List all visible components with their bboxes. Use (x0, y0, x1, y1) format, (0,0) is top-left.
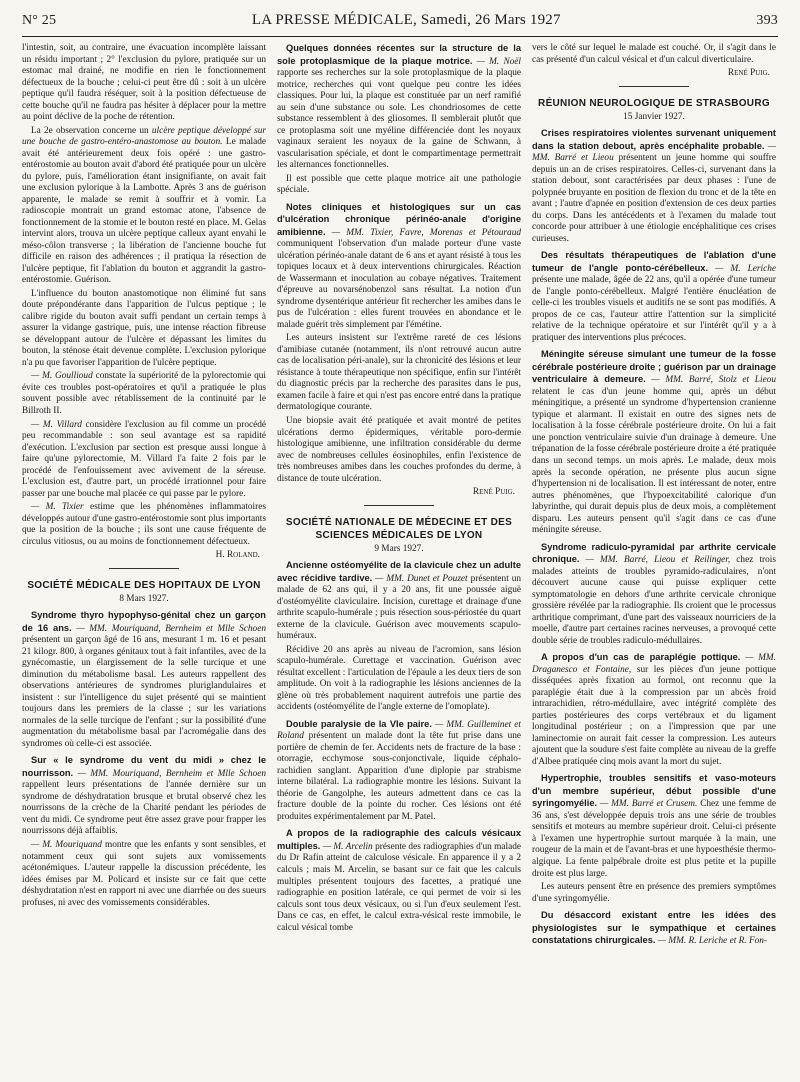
entry-title: A propos de la radiographie des calculs vésicaux multiples. (277, 828, 521, 851)
entry (532, 349, 776, 536)
section-date: 9 Mars 1927. (374, 543, 424, 554)
entry-authors: — MM. Draganesco et Fontaine, (532, 653, 776, 675)
column-1 (22, 43, 266, 1077)
entry-text: présentent un garçon âgé de 16 ans, mesurant 1 m. 16 et pesant 21 kilogr. 800, à organes génitaux tout à fait infantiles, avec de la gynécomastie, un élargissement de la selle turcique et une diminution du métabolisme basal. Les auteurs rappellent des observations antérieures de syndromes pluriglandulaires et insistent : sur l'intelligence du sujet présenté qui se maintient toujours dans les premiers de la classe ; sur les variations normales de la selle turcique de l'enfant ; sur la possibilité d'une augmentation du métabolisme basal par l'acromégalie dans des syndromes où celle-ci est associée. (22, 635, 266, 749)
divider (109, 568, 179, 569)
signature: René Puig. (727, 68, 770, 79)
entry (532, 652, 776, 768)
entry-authors: — MM. Barré et Crusem. (597, 799, 698, 810)
paragraph: vers le côté sur lequel le malade est couché. Or, il s'agit dans le cas présenté d'un calcul vésical et d'un calcul diverticulaire. (532, 43, 776, 65)
column-2 (277, 43, 521, 1077)
paragraph (22, 126, 266, 287)
section-title: SOCIÉTÉ MÉDICALE DES HOPITAUX DE LYON (27, 579, 261, 591)
divider (364, 505, 434, 506)
entry-title: Notes cliniques et histologiques sur un cas d'ulcération chronique périnéo-anale d'origine amibienne. (277, 201, 521, 237)
text: La 2e observation concerne un (31, 125, 152, 136)
entry-authors: — MM. R. Leriche et R. Fon- (655, 936, 768, 947)
entry-authors: — MM. Barré, Stolz et Lieou (645, 375, 776, 386)
emphasis: ulcère peptique développé sur une bouche de gastro-entéro-anastomose au bouton. (22, 125, 266, 148)
text: constate la supériorité de la pylorectomie qui évite ces troubles post-opératoires et qu'il a pratiquée le plus souvent possible avec rétablissement de la continuité par le Billroth II. (22, 371, 266, 416)
paragraph: L'influence du bouton anastomotique non éliminé fut sans doute prépondérante dans l'apparition de l'ulcus peptique ; le calibre rigide du bouton avait suffi pendant un certain temps à assurer la vidange gastrique, puis, une intense réaction fibreuse se développant autour de l'ulcère et dépassant les limites du bouton, la sténose était devenue complète. L'exclusion pylorique n'a pu que favoriser l'apparition de l'ulcère peptique. (22, 288, 266, 368)
entry-authors: — M. Leriche (708, 263, 776, 274)
text: montre que les enfants y sont sensibles, et notamment ceux qui sont sujets aux vomissements acétonémiques. L'auteur rappelle la discussion précédente, les idées émises par M. Policard et insiste sur ce fait que cette déshydratation n'est en rapport ni avec une diarrhée ou des sueurs profuses, ni avec des vomissements considérables. (22, 840, 266, 908)
entry-title: Quelques données récentes sur la structure de la sole protoplasmique de la plaque motrice. (277, 43, 521, 66)
entry-authors: — MM. Mouriquand, Bernheim et Mlle Schoen (71, 623, 266, 634)
entry-title: Double paralysie de la VIe paire. (286, 718, 432, 729)
entry-text: relatent le cas d'un jeune homme qui, après un début méningitique, a présenté un syndrome d'hypertension cranienne typique et alarmant. Il existait en outre des signes nets de localisation à la fosse cérébrale postérieure droite. On lui a fait une ponction ventriculaire suivie d'un drainage à demeure. Une trépanation de la fosse cérébrale postérieure droite a été pratiquée dans un second temps. un mois après. Le malade, deux mois après la seconde opération, ne présente plus aucun signe d'hypertension ni de localisation. Il est intéressant de noter, entre autres phénomènes, que l'hypoexcitabilité calorique d'un labyrinthe, qui durait depuis plus de deux mois, a complètement disparu. Les auteurs pensent qu'il s'agit dans ce cas d'une méningite séreuse. (532, 386, 776, 536)
page-number: 393 (756, 13, 778, 28)
entry-title: Sur « le syndrome du vent du midi » chez le nourrisson. (22, 755, 266, 778)
entry (277, 560, 521, 643)
entry-text: rapporte ses recherches sur la sole protoplasmique de la plaque motrice, recherches qui vont quelque peu contre les idées classiques. Pour lui, la plaque est constituée par un nerf ramifié au sein d'une substance ou sole. Les chondriosomes de cette substance ressemblent à des gliosomes. Il semblerait plutôt que ce protoplasma soit une myéline différenciée dont les noyaux vaginaux seraient les noyaux de la gaine de Schwann, à vascularisation spéciale, et dont le compartimentage permettrait les alternances fonctionnelles. (277, 68, 521, 171)
paragraph (22, 840, 266, 909)
speaker: — M. Mouriquand (31, 840, 102, 850)
entry-authors: — MM. Tixier, Favre, Morenas et Pétouraud (325, 227, 521, 238)
entry-authors: — MM. Barré, Lieou et Reilinger, (579, 555, 731, 566)
entry (277, 828, 521, 934)
paragraph (22, 420, 266, 501)
entry (532, 910, 776, 948)
entry-text: rappellent leurs présentations de l'année dernière sur un syndrome de déshydratation brusque et brutal observé chez les nourrissons de la crèche de la Charité pendant les périodes de vent du midi. Ce syndrome peut être assez grave pour frapper les nourrissons déjà affaiblis. (22, 780, 266, 837)
entry-title: A propos d'un cas de paraplégie pottique. (541, 652, 741, 663)
section-date: 8 Mars 1927. (119, 593, 169, 604)
entry-title: Hypertrophie, troubles sensitifs et vaso-moteurs d'un membre supérieur, début possible d'une syringomyélie. (532, 773, 776, 809)
entry-authors: — MM. Guilleminet et Roland (277, 719, 521, 742)
section-title: RÉUNION NEUROLOGIQUE DE STRASBOURG (538, 97, 770, 109)
entry (532, 250, 776, 344)
entry-authors: — MM. Dunet et Pouzet (372, 573, 468, 584)
entry-text: communiquent l'observation d'un malade porteur d'une vaste ulcération périnéo-anale datant de 6 ans et ayant résisté à tous les topiques locaux et à deux interventions chirurgicales. Réaction de Wassermann et inoculation au cobaye négatives. Traitement d'épreuve au novarsénobenzol sans résultat. La notion d'un syndrome dysentérique antérieur fit rechercher les amibes dans le pus de l'ulcération : elles furent trouvées en abondance et le malade guérit très simplement par l'émétine. (277, 239, 521, 330)
section-title: SOCIÉTÉ NATIONALE DE MÉDECINE ET DES SCIENCES MÉDICALES DE LYON (285, 516, 513, 541)
entry-text: présentent un malade dont la tête fut prise dans une portière de chemin de fer. Accidents nets de fracture de la base : otorragie, ecchymose sous-conjonctivale, liquide céphalo-rachidien sanglant. Apparition d'une diplopie par strabisme interne bilatéral. La radiographie montre les lésions. Suivant la théorie de Gangolphe, les auteurs admettent dans ce cas la fracture double de la pointe du rocher. Ces lésions ont été produites expérimentalement par M. Patel. (277, 731, 521, 822)
entry-authors: — M. Arcelin (320, 841, 373, 852)
column-3 (532, 43, 776, 1077)
entry-authors: — MM. Mouriquand, Bernheim et Mlle Schoen (73, 768, 266, 779)
entry-text: sur les pièces d'un jeune pottique disséquées après fixation au formol, ont reconnu que la paraplégie était due à la compression par un abcès froid intrarachidien, rétro-médullaire, avec intégrité complète des parties postérieures des corps vertébraux et du ligament longitudinal postérieur ; on a l'impression que par une laminectomie on aurait fait cesser la compression. Les auteurs ajoutent que la soudure s'est faite complète au niveau de la greffe d'Albee pratiquée cinq mois avant la mort du sujet. (532, 664, 776, 767)
journal-title: LA PRESSE MÉDICALE, Samedi, 26 Mars 1927 (251, 12, 561, 28)
speaker: — M. Tixier (31, 502, 84, 513)
entry (532, 542, 776, 648)
issue-number: N° 25 (22, 13, 57, 28)
entry-authors: — M. Noël (472, 56, 521, 67)
entry (22, 610, 266, 750)
entry-title: Méningite séreuse simulant une tumeur de la fosse cérébrale postérieure droite ; guérison par un drainage ventriculaire à demeure. (532, 349, 776, 385)
speaker: — M. Goullioud (31, 371, 93, 382)
entry (277, 202, 521, 332)
page-header (22, 12, 778, 37)
signature: H. Roland. (215, 550, 260, 561)
paragraph: Une biopsie avait été pratiquée et avait montré de petites ulcérations dermo épidermiques, véritable poro-dermie histologique amibienne, une infiltration considérable du derme avec de nombreuses cellules éosinophiles, enfin l'existence de très nombreuses amibes dans les couches profondes du derme, à distance de toute ulcération. (277, 415, 521, 484)
entry (277, 719, 521, 824)
paragraph (22, 502, 266, 548)
entry (532, 773, 776, 880)
entry-title: Syndrome radiculo-pyramidal par arthrite cervicale chronique. (532, 541, 776, 565)
paragraph: Récidive 20 ans après au niveau de l'acromion, sans lésion scapulo-humérale. Curettage et vaccination. Guérison avec résultat excellent : l'articulation de l'épaule a les deux tiers de son amplitude. On voit à la radiographie les lésions anciennes de la glène où très probablement naquirent autrefois une partie des accidents (ostéomyélite de l'angle externe de l'omoplate). (277, 644, 521, 713)
entry-title: Crises respiratoires violentes survenant uniquement dans la station debout, après encéphalite probable. (532, 128, 776, 151)
entry-authors: — MM. Barré et Lieou (532, 141, 776, 164)
paragraph: Les auteurs insistent sur l'extrême rareté de ces lésions d'amibiase cutanée (notamment, ils n'ont retrouvé aucun autre cas de localisation péri-anale), sur la chronicité des lésions et leur résistance à toute thérapeutique non spécifique, enfin sur l'intérêt du diagnostic précis par la recherche des parasites dans le pus, examen facile à faire et qui n'est pas encore entré dans la pratique dermatologique courante. (277, 333, 521, 413)
signature: René Puig. (472, 487, 515, 498)
entry-title: Syndrome thyro hypophyso-génital chez un garçon de 16 ans. (22, 610, 266, 633)
text: Le malade avait été antérieurement deux fois opéré : une gastro-entérostomie au bouton avait d'abord été pratiquée pour un ulcère du pylore, puis, l'amélioration étant insignifiante, on avait fait une exclusion pylorique à la Lambotte. Après 3 ans de guérison apparente, le malade se remit à souffrir et à vomir. La radioscopie montrait un grand estomac atone, l'absence de fonctionnement de la stomie et le bouton resté en place. M. Gelas intervint alors, trouva un ulcère peptique calleux ayant envahi le méso-côlon transverse ; la libération de l'ancienne bouche fut difficile en raison des adhérences ; il pratiqua la résection de l'ulcère peptique, fit l'ablation du bouton et aggrandit la gastro-entérostomie. Guérison. (22, 137, 266, 286)
entry-text: présentent un malade de 62 ans qui, il y a 20 ans, fit une poussée aiguë d'ostéomyélite claviculaire. Incision, curettage et drainage d'une arthrite scapulo-humérale ; puis résection sous-périostée du quart externe de la clavicule. Guérison avec mouvements scapulo-huméraux. (277, 573, 521, 642)
text: considère l'exclusion au fil comme un procédé peu recommandable : son seul avantage est sa rapidité d'exécution. L'exclusion par section est presque aussi longue à faire qu'une pylorectomie, M. Villard l'a faite 2 fois par le procédé de l'enfouissement avec avivement de la séreuse. L'exclusion est, d'autre part, un procédé irrationnel pour faire passer par une bouche mal placée ce qui passe par le pylore. (22, 419, 266, 499)
entry-text: présentent un jeune homme qui souffre depuis un an de crises respiratoires. Celles-ci, survenant dans la station debout, sont caractérisées par deux phases : l'une de polypnée bruyante en position de flexion du tronc et de la tête en avant ; l'autre d'apnée en position d'extension de ces deux parties du corps. Dans les antécédents et à l'examen du malade tout concorde pour attribuer à une étiologie encéphalitique ces crises curieuses. (532, 153, 776, 244)
entry (277, 43, 521, 172)
entry (532, 128, 776, 245)
section-date: 15 Janvier 1927. (623, 111, 685, 122)
entry (22, 755, 266, 838)
entry-text: Chez une femme de 36 ans, s'est développée depuis trois ans une série de troubles sensitifs et moteurs au membre supérieur droit. Celui-ci présente à l'examen une hypertrophie surtout marquée à la main, une rougeur de la main et de l'avant-bras et une hypoesthésie thermo-algique. La fente palpébrale droite est plus petite et la pupille droite est plus large. (532, 799, 776, 879)
paragraph (22, 371, 266, 417)
paragraph: Il est possible que cette plaque motrice ait une pathologie spéciale. (277, 173, 521, 196)
paragraph: l'intestin, soit, au contraire, une évacuation incomplète laissant un résidu important ; 2° l'exclusion du pylore, pratiquée sur un estomac mal drainé, ne modifie en rien le fonctionnement défectueux de la bouche ; celui-ci peut être dû : soit à un ulcère peptique qu'il faudra réséquer, soit à la position défectueuse de cette bouche qu'il ne faudra pas hésiter à déplacer pour la mettre au point déclive de la poche de rétention. (22, 43, 266, 123)
entry-title: Des résultats thérapeutiques de l'ablation d'une tumeur de l'angle ponto-cérébelleux. (532, 250, 776, 273)
text: estime que les phénomènes inflammatoires développés autour d'une gastro-entérostomie sont plus importants que la position de la bouche ; ils sont une cause fréquente de circulus vitiosus, ou au moins de fonctionnement défectueux. (22, 502, 266, 547)
paragraph: Les auteurs pensent être en présence des premiers symptômes d'une syringomyélie. (532, 882, 776, 904)
divider (619, 86, 689, 87)
speaker: — M. Villard (31, 419, 82, 430)
entry-title: Ancienne ostéomyélite de la clavicule chez un adulte avec récidive tardive. (277, 560, 521, 583)
entry-text: présente une malade, âgée de 22 ans, qu'il a opérée d'une tumeur de l'angle ponto-cérébelleux. Malgré l'entière énucléation de celle-ci les troubles visuels et auditifs ne se sont pas modifiés. A propos de ce cas, l'auteur attire l'attention sur la simplicité relative de la technique opératoire et sur l'intérêt qu'il y a à pratiquer des interventions plus précoces. (532, 275, 776, 343)
entry-text: chez trois malades atteints de troubles pyramido-radiculaires, n'ont découvert aucune cause qui puisse expliquer cette symptomatologie en dehors d'une arthrite cervicale chronique grossière révélée par la radiographie. Ils croient que le processus arthritique comprimant, d'une part des vaisseaux nourriciers de la moelle, d'autre part certaines racines nerveuses, a provoqué cette double série de troubles radiculo-médullaires. (532, 555, 776, 646)
entry-text: présente des radiographies d'un malade du Dr Rafin atteint de calculose vésicale. En apparence il y a 2 calculs ; mais M. Arcelin, se basant sur ce fait que les calculs multiples présentent toujours des facettes, a pratiqué une radiographie en position latérale, ce qui permet de voir si les calculs sont tous deux vésicaux, ou si l'un d'eux seulement l'est. Dans ce cas, en effet, le calcul extra-vésical reste immobile, le calcul vésical tombe (277, 841, 521, 933)
columns (22, 43, 778, 1077)
entry-title: Du désaccord existant entre les idées des physiologistes sur le sympathique et certaines constatations chirurgicales. (532, 910, 776, 946)
